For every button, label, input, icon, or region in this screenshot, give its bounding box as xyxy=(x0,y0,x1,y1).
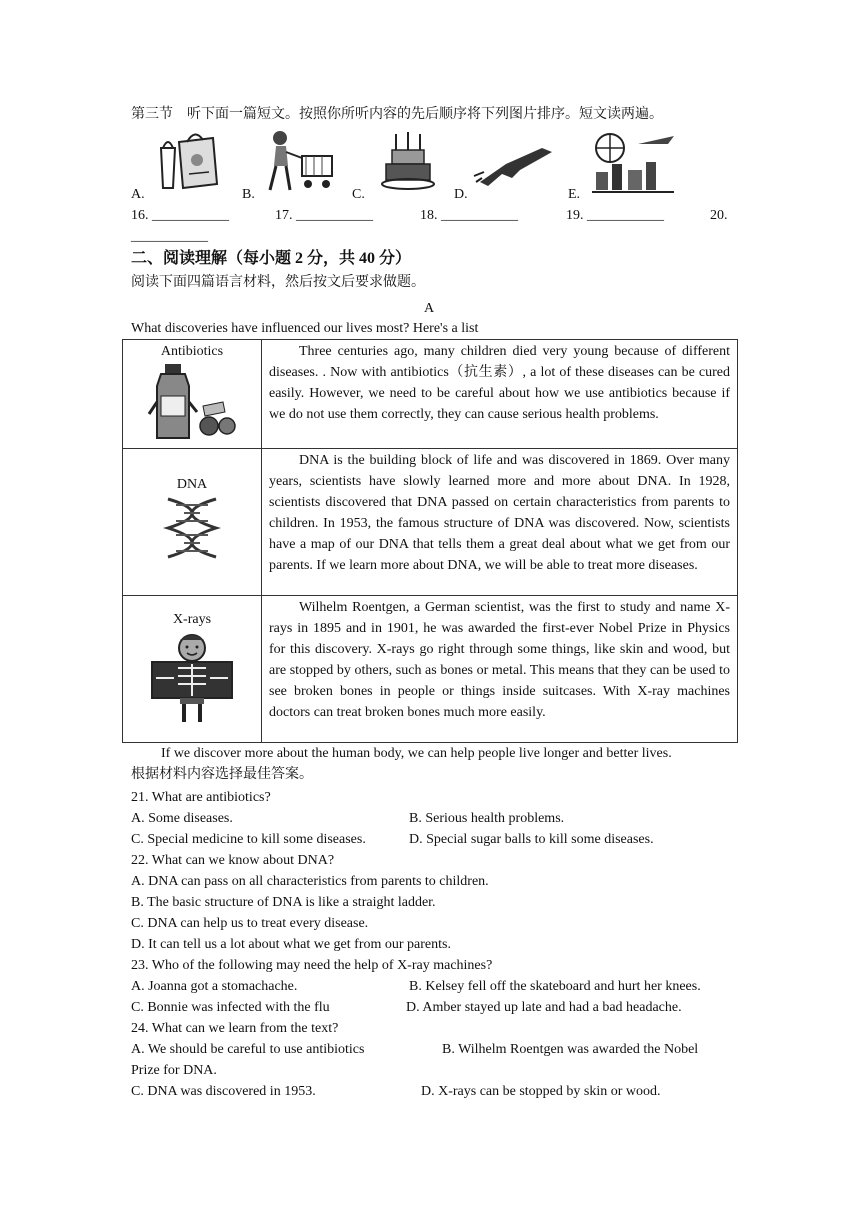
table-cell-text xyxy=(262,596,738,743)
picture-label-d: D. xyxy=(454,187,468,202)
dna-helix-icon xyxy=(162,497,222,559)
xray-boy-icon xyxy=(150,632,234,724)
table-row xyxy=(123,596,738,743)
question-24-option-c: C. DNA was discovered in 1953. xyxy=(131,1084,316,1099)
question-23-option-a: A. Joanna got a stomachache. xyxy=(131,979,298,994)
question-24-option-b-continued: Prize for DNA. xyxy=(131,1063,217,1078)
question-21-option-c: C. Special medicine to kill some diseases. xyxy=(131,832,366,847)
answer-blank-18: 18. ___________ xyxy=(420,208,518,223)
question-21: 21. What are antibiotics? xyxy=(131,790,271,805)
toy-gun-icon xyxy=(472,142,558,190)
antibiotics-text: Three centuries ago, many children died very young because of different diseases. . Now with antibiotics（抗生素）, a lot of these diseases can be cured easily. However, we need to be careful about how we use antibiotics because if we do not use them correctly, they can cause serious health problems. xyxy=(269,344,730,422)
answer-blank-16: 16. ___________ xyxy=(131,208,229,223)
question-22-option-d: D. It can tell us a lot about what we get from our parents. xyxy=(131,937,451,952)
question-23: 23. Who of the following may need the help of X-ray machines? xyxy=(131,958,493,973)
question-22-option-c: C. DNA can help us to treat every disease. xyxy=(131,916,369,931)
dna-text: DNA is the building block of life and was discovered in 1869. Over many years, scientists have slowly learned more and more about DNA. In 1928, scientists discovered that DNA passed on certain characteristics from parents to children. In 1953, the famous structure of DNA was discovered. Now, scientists have a map of our DNA that tells them a great deal about what we get from our parents. If we learn more about DNA, we will be able to treat more diseases. xyxy=(269,453,730,573)
passage-intro: What discoveries have influenced our lives most? Here's a list xyxy=(131,321,479,336)
question-22-option-a: A. DNA can pass on all characteristics from parents to children. xyxy=(131,874,489,889)
picture-label-e: E. xyxy=(568,187,581,202)
question-23-option-b: B. Kelsey fell off the skateboard and hurt her knees. xyxy=(409,979,701,994)
part2-instruction: 阅读下面四篇语言材料，然后按文后要求做题。 xyxy=(131,275,425,290)
birthday-cake-icon xyxy=(380,130,436,192)
discoveries-table xyxy=(122,339,738,743)
city-travel-icon xyxy=(588,126,678,196)
table-cell-name xyxy=(123,340,262,449)
question-21-option-d: D. Special sugar balls to kill some diseases. xyxy=(409,832,654,847)
antibiotics-bottle-icon xyxy=(147,362,237,444)
passage-letter: A xyxy=(424,301,435,316)
table-row xyxy=(123,340,738,449)
passage-conclusion: If we discover more about the human body, we can help people live longer and better lives. xyxy=(161,746,672,761)
shopping-bags-icon xyxy=(153,128,225,192)
table-cell-name xyxy=(123,449,262,596)
answer-blank-20: 20. xyxy=(710,208,728,223)
question-24-option-b: B. Wilhelm Roentgen was awarded the Nobel xyxy=(442,1042,699,1057)
section3-heading: 第三节 听下面一篇短文。按照你所听内容的先后顺序将下列图片排序。短文读两遍。 xyxy=(131,107,663,122)
question-24-option-d: D. X-rays can be stopped by skin or wood. xyxy=(421,1084,661,1099)
table-row xyxy=(123,449,738,596)
answer-blank-20-line: ___________ xyxy=(131,229,208,244)
choose-instruction: 根据材料内容选择最佳答案。 xyxy=(131,767,313,782)
table-cell-text xyxy=(262,449,738,596)
question-22: 22. What can we know about DNA? xyxy=(131,853,335,868)
question-23-option-d: D. Amber stayed up late and had a bad headache. xyxy=(406,1000,682,1015)
answer-blank-19: 19. ___________ xyxy=(566,208,664,223)
question-21-option-b: B. Serious health problems. xyxy=(409,811,565,826)
picture-label-b: B. xyxy=(242,187,255,202)
xrays-text: Wilhelm Roentgen, a German scientist, was the first to study and name X-rays in 1895 and in 1901, he was awarded the first-ever Nobel Prize in Physics for this discovery. X-rays go right through some things, like skin and wood, but are stopped by others, such as bones or metal. This means that they can be used to see broken bones in people or things inside suitcases. With X-ray machines doctors can treat broken bones much more easily. xyxy=(269,600,730,720)
question-24-option-a: A. We should be careful to use antibiotics xyxy=(131,1042,365,1057)
picture-label-c: C. xyxy=(352,187,365,202)
table-cell-text xyxy=(262,340,738,449)
antibiotics-label: Antibiotics xyxy=(160,344,224,359)
dna-label: DNA xyxy=(176,477,208,492)
answer-blank-17: 17. ___________ xyxy=(275,208,373,223)
question-23-option-c: C. Bonnie was infected with the flu xyxy=(131,1000,330,1015)
picture-label-a: A. xyxy=(131,187,145,202)
boy-with-cart-icon xyxy=(262,128,338,194)
question-22-option-b: B. The basic structure of DNA is like a straight ladder. xyxy=(131,895,436,910)
question-21-option-a: A. Some diseases. xyxy=(131,811,233,826)
xrays-label: X-rays xyxy=(172,612,212,627)
part2-title: 二、阅读理解（每小题 2 分，共 40 分） xyxy=(131,250,412,267)
question-24: 24. What can we learn from the text? xyxy=(131,1021,339,1036)
table-cell-name xyxy=(123,596,262,743)
